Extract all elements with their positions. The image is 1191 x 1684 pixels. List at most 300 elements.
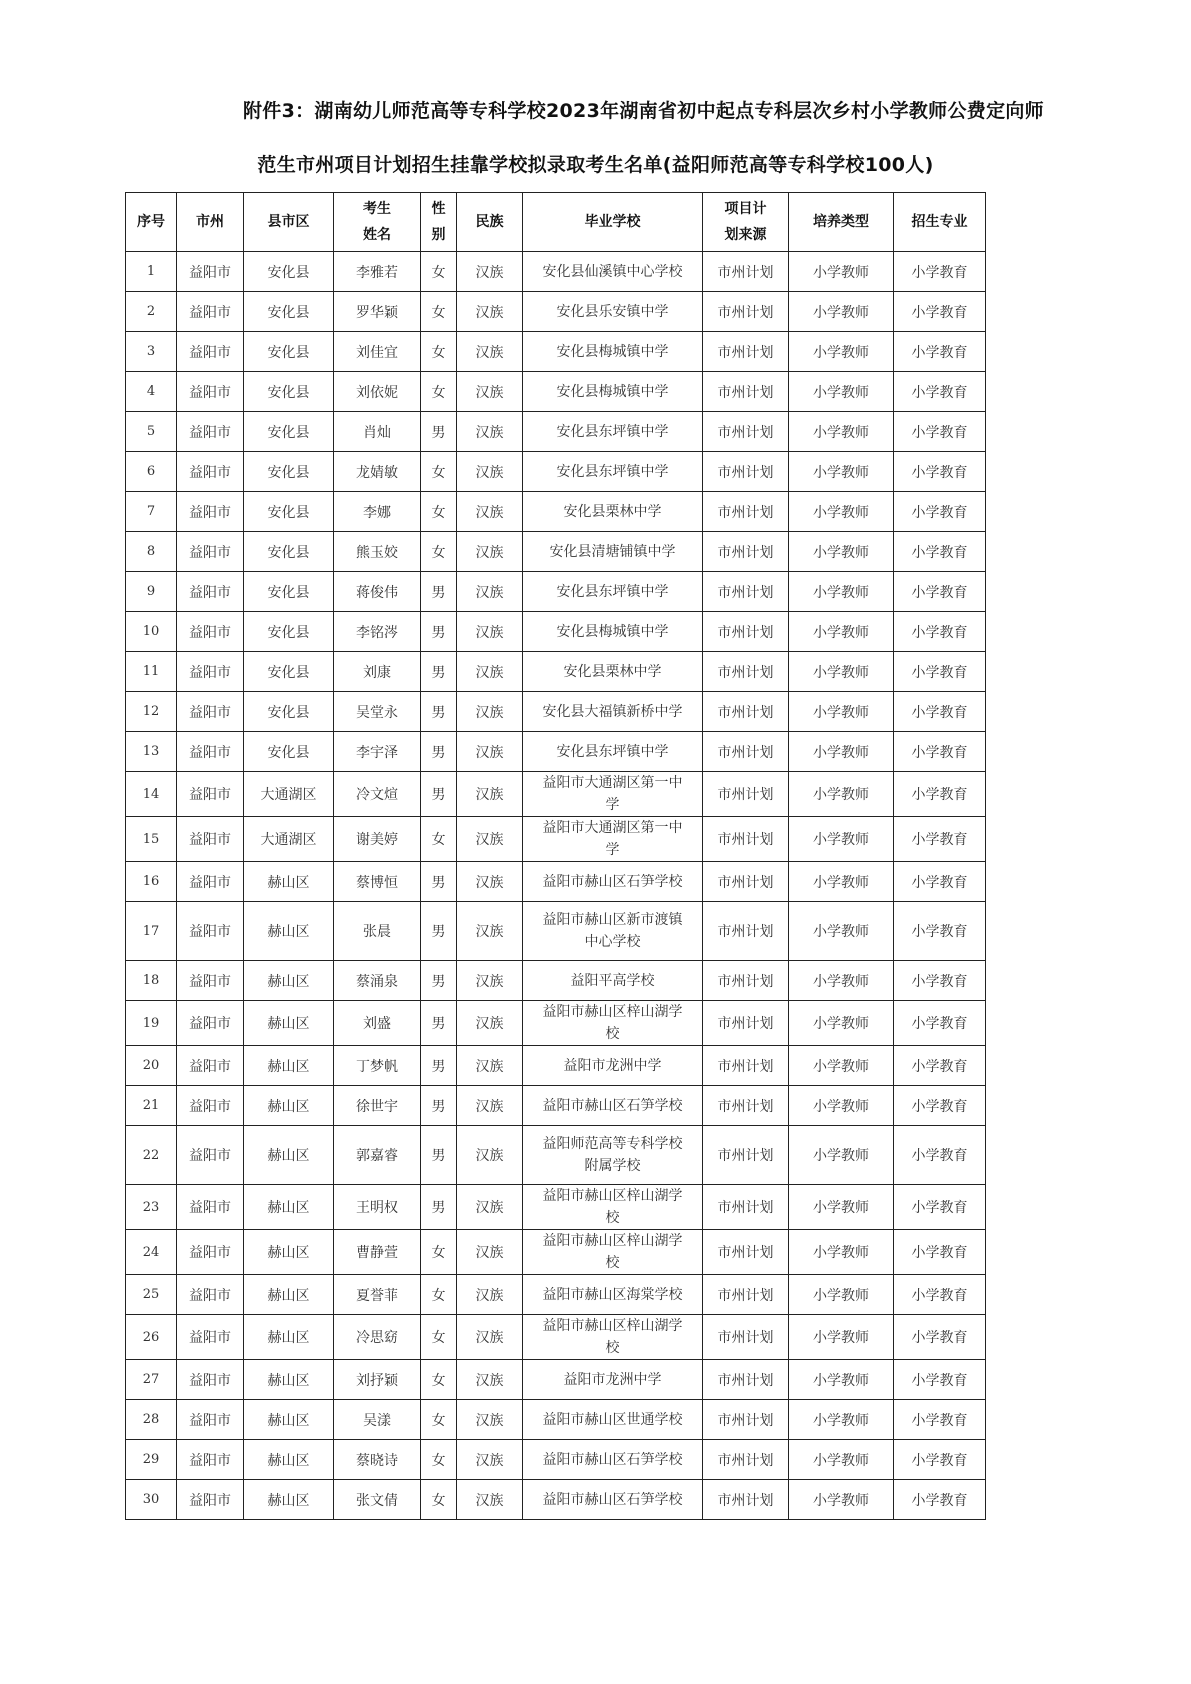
cell-school: 益阳市赫山区石笋学校	[523, 1440, 703, 1480]
table-row	[126, 862, 986, 902]
cell-city: 益阳市	[177, 817, 244, 862]
cell-major: 小学教育	[894, 1126, 986, 1185]
cell-training-type: 小学教师	[789, 961, 894, 1001]
cell-ethnicity: 汉族	[457, 1440, 523, 1480]
cell-city: 益阳市	[177, 772, 244, 817]
cell-gender: 男	[421, 652, 457, 692]
cell-ethnicity: 汉族	[457, 1086, 523, 1126]
cell-ethnicity: 汉族	[457, 817, 523, 862]
cell-plan-source: 市州计划	[703, 652, 789, 692]
cell-ethnicity: 汉族	[457, 292, 523, 332]
cell-city: 益阳市	[177, 252, 244, 292]
cell-plan-source: 市州计划	[703, 732, 789, 772]
cell-county: 赫山区	[244, 1046, 334, 1086]
cell-name: 曹静萱	[334, 1230, 421, 1275]
cell-school: 益阳市赫山区新市渡镇中心学校	[523, 902, 703, 961]
cell-training-type: 小学教师	[789, 692, 894, 732]
cell-name: 刘佳宜	[334, 332, 421, 372]
cell-city: 益阳市	[177, 1185, 244, 1230]
cell-city: 益阳市	[177, 652, 244, 692]
cell-school: 安化县梅城镇中学	[523, 372, 703, 412]
cell-plan-source: 市州计划	[703, 1001, 789, 1046]
cell-plan-source: 市州计划	[703, 332, 789, 372]
cell-seq: 4	[126, 372, 177, 412]
cell-plan-source: 市州计划	[703, 1046, 789, 1086]
header-ethnicity: 民族	[457, 193, 523, 252]
cell-county: 安化县	[244, 612, 334, 652]
cell-city: 益阳市	[177, 1440, 244, 1480]
cell-training-type: 小学教师	[789, 1046, 894, 1086]
cell-school: 安化县梅城镇中学	[523, 332, 703, 372]
cell-school: 益阳市赫山区梓山湖学校	[523, 1230, 703, 1275]
cell-city: 益阳市	[177, 1275, 244, 1315]
cell-city: 益阳市	[177, 1046, 244, 1086]
cell-gender: 女	[421, 532, 457, 572]
cell-training-type: 小学教师	[789, 1230, 894, 1275]
cell-name: 冷文煊	[334, 772, 421, 817]
cell-name: 夏誉菲	[334, 1275, 421, 1315]
cell-gender: 女	[421, 817, 457, 862]
cell-school: 益阳市大通湖区第一中学	[523, 772, 703, 817]
cell-gender: 女	[421, 252, 457, 292]
document-title-line-1: 附件3：湖南幼儿师范高等专科学校2023年湖南省初中起点专科层次乡村小学教师公费定向师	[242, 100, 1044, 122]
cell-ethnicity: 汉族	[457, 1230, 523, 1275]
cell-county: 安化县	[244, 732, 334, 772]
cell-training-type: 小学教师	[789, 252, 894, 292]
cell-major: 小学教育	[894, 412, 986, 452]
table-row	[126, 532, 986, 572]
cell-plan-source: 市州计划	[703, 1315, 789, 1360]
cell-ethnicity: 汉族	[457, 1360, 523, 1400]
cell-plan-source: 市州计划	[703, 1440, 789, 1480]
cell-major: 小学教育	[894, 1230, 986, 1275]
cell-gender: 男	[421, 572, 457, 612]
cell-training-type: 小学教师	[789, 612, 894, 652]
cell-plan-source: 市州计划	[703, 292, 789, 332]
cell-county: 赫山区	[244, 1086, 334, 1126]
cell-training-type: 小学教师	[789, 817, 894, 862]
cell-seq: 14	[126, 772, 177, 817]
table-row	[126, 902, 986, 961]
cell-county: 安化县	[244, 332, 334, 372]
cell-ethnicity: 汉族	[457, 1126, 523, 1185]
cell-school: 益阳市赫山区梓山湖学校	[523, 1001, 703, 1046]
cell-city: 益阳市	[177, 1480, 244, 1520]
cell-name: 罗华颖	[334, 292, 421, 332]
table-row	[126, 961, 986, 1001]
table-row	[126, 1440, 986, 1480]
cell-gender: 女	[421, 1230, 457, 1275]
cell-seq: 12	[126, 692, 177, 732]
cell-major: 小学教育	[894, 1315, 986, 1360]
cell-plan-source: 市州计划	[703, 1086, 789, 1126]
cell-ethnicity: 汉族	[457, 1001, 523, 1046]
cell-ethnicity: 汉族	[457, 492, 523, 532]
cell-county: 大通湖区	[244, 772, 334, 817]
header-plan-source: 项目计 划来源	[703, 193, 789, 252]
cell-ethnicity: 汉族	[457, 772, 523, 817]
cell-ethnicity: 汉族	[457, 412, 523, 452]
table-row	[126, 332, 986, 372]
cell-plan-source: 市州计划	[703, 817, 789, 862]
cell-seq: 30	[126, 1480, 177, 1520]
cell-seq: 20	[126, 1046, 177, 1086]
cell-training-type: 小学教师	[789, 292, 894, 332]
cell-major: 小学教育	[894, 1086, 986, 1126]
cell-county: 安化县	[244, 252, 334, 292]
cell-school: 益阳市龙洲中学	[523, 1046, 703, 1086]
cell-gender: 男	[421, 412, 457, 452]
cell-training-type: 小学教师	[789, 732, 894, 772]
cell-training-type: 小学教师	[789, 1185, 894, 1230]
cell-name: 李雅若	[334, 252, 421, 292]
table-row	[126, 1360, 986, 1400]
cell-seq: 21	[126, 1086, 177, 1126]
cell-ethnicity: 汉族	[457, 692, 523, 732]
cell-gender: 男	[421, 961, 457, 1001]
table-row	[126, 1126, 986, 1185]
header-name: 考生 姓名	[334, 193, 421, 252]
table-row	[126, 817, 986, 862]
cell-gender: 男	[421, 1185, 457, 1230]
table-row	[126, 652, 986, 692]
cell-seq: 3	[126, 332, 177, 372]
cell-plan-source: 市州计划	[703, 572, 789, 612]
cell-major: 小学教育	[894, 1440, 986, 1480]
cell-city: 益阳市	[177, 412, 244, 452]
cell-gender: 男	[421, 732, 457, 772]
cell-name: 张晨	[334, 902, 421, 961]
cell-ethnicity: 汉族	[457, 902, 523, 961]
cell-name: 肖灿	[334, 412, 421, 452]
cell-plan-source: 市州计划	[703, 1480, 789, 1520]
cell-ethnicity: 汉族	[457, 862, 523, 902]
cell-county: 安化县	[244, 692, 334, 732]
header-school: 毕业学校	[523, 193, 703, 252]
cell-county: 赫山区	[244, 1001, 334, 1046]
cell-major: 小学教育	[894, 1185, 986, 1230]
cell-major: 小学教育	[894, 732, 986, 772]
cell-name: 徐世宇	[334, 1086, 421, 1126]
header-gender: 性 别	[421, 193, 457, 252]
cell-plan-source: 市州计划	[703, 1230, 789, 1275]
cell-county: 赫山区	[244, 1275, 334, 1315]
cell-major: 小学教育	[894, 1360, 986, 1400]
cell-seq: 25	[126, 1275, 177, 1315]
cell-gender: 男	[421, 902, 457, 961]
cell-training-type: 小学教师	[789, 1126, 894, 1185]
cell-plan-source: 市州计划	[703, 372, 789, 412]
cell-city: 益阳市	[177, 961, 244, 1001]
cell-ethnicity: 汉族	[457, 1275, 523, 1315]
cell-school: 安化县栗林中学	[523, 492, 703, 532]
cell-ethnicity: 汉族	[457, 1185, 523, 1230]
cell-training-type: 小学教师	[789, 772, 894, 817]
cell-gender: 女	[421, 492, 457, 532]
cell-county: 赫山区	[244, 862, 334, 902]
cell-school: 益阳市龙洲中学	[523, 1360, 703, 1400]
cell-seq: 10	[126, 612, 177, 652]
cell-training-type: 小学教师	[789, 902, 894, 961]
cell-name: 吴堂永	[334, 692, 421, 732]
cell-county: 安化县	[244, 492, 334, 532]
cell-seq: 28	[126, 1400, 177, 1440]
cell-city: 益阳市	[177, 1001, 244, 1046]
cell-plan-source: 市州计划	[703, 492, 789, 532]
cell-gender: 男	[421, 1086, 457, 1126]
cell-county: 安化县	[244, 372, 334, 412]
header-training-type: 培养类型	[789, 193, 894, 252]
cell-name: 蔡晓诗	[334, 1440, 421, 1480]
table-row	[126, 1275, 986, 1315]
cell-county: 赫山区	[244, 1230, 334, 1275]
cell-school: 益阳市大通湖区第一中学	[523, 817, 703, 862]
cell-school: 安化县仙溪镇中心学校	[523, 252, 703, 292]
table-row	[126, 1480, 986, 1520]
cell-training-type: 小学教师	[789, 1480, 894, 1520]
cell-ethnicity: 汉族	[457, 252, 523, 292]
cell-school: 益阳师范高等专科学校附属学校	[523, 1126, 703, 1185]
table-row	[126, 252, 986, 292]
cell-school: 益阳市赫山区梓山湖学校	[523, 1315, 703, 1360]
cell-ethnicity: 汉族	[457, 1046, 523, 1086]
cell-ethnicity: 汉族	[457, 1480, 523, 1520]
header-major: 招生专业	[894, 193, 986, 252]
cell-school: 安化县大福镇新桥中学	[523, 692, 703, 732]
cell-ethnicity: 汉族	[457, 961, 523, 1001]
cell-county: 安化县	[244, 452, 334, 492]
cell-county: 安化县	[244, 412, 334, 452]
cell-seq: 9	[126, 572, 177, 612]
cell-name: 蒋俊伟	[334, 572, 421, 612]
cell-major: 小学教育	[894, 492, 986, 532]
cell-plan-source: 市州计划	[703, 412, 789, 452]
cell-school: 益阳市赫山区石笋学校	[523, 1086, 703, 1126]
cell-city: 益阳市	[177, 732, 244, 772]
cell-school: 益阳市赫山区石笋学校	[523, 862, 703, 902]
cell-county: 赫山区	[244, 1185, 334, 1230]
cell-ethnicity: 汉族	[457, 532, 523, 572]
cell-seq: 26	[126, 1315, 177, 1360]
cell-name: 刘盛	[334, 1001, 421, 1046]
cell-name: 熊玉姣	[334, 532, 421, 572]
table-row	[126, 292, 986, 332]
cell-city: 益阳市	[177, 372, 244, 412]
cell-school: 安化县东坪镇中学	[523, 412, 703, 452]
cell-gender: 女	[421, 1360, 457, 1400]
cell-plan-source: 市州计划	[703, 772, 789, 817]
cell-name: 丁梦帆	[334, 1046, 421, 1086]
cell-seq: 6	[126, 452, 177, 492]
cell-name: 刘康	[334, 652, 421, 692]
cell-major: 小学教育	[894, 1046, 986, 1086]
cell-training-type: 小学教师	[789, 452, 894, 492]
cell-seq: 22	[126, 1126, 177, 1185]
cell-major: 小学教育	[894, 692, 986, 732]
cell-name: 李宇泽	[334, 732, 421, 772]
cell-seq: 18	[126, 961, 177, 1001]
cell-plan-source: 市州计划	[703, 961, 789, 1001]
cell-gender: 男	[421, 1001, 457, 1046]
cell-major: 小学教育	[894, 1275, 986, 1315]
cell-plan-source: 市州计划	[703, 1185, 789, 1230]
cell-name: 李铭涔	[334, 612, 421, 652]
cell-ethnicity: 汉族	[457, 652, 523, 692]
cell-major: 小学教育	[894, 612, 986, 652]
cell-major: 小学教育	[894, 332, 986, 372]
cell-city: 益阳市	[177, 572, 244, 612]
cell-seq: 11	[126, 652, 177, 692]
cell-plan-source: 市州计划	[703, 532, 789, 572]
cell-gender: 男	[421, 1126, 457, 1185]
cell-major: 小学教育	[894, 772, 986, 817]
cell-gender: 女	[421, 452, 457, 492]
cell-school: 益阳市赫山区梓山湖学校	[523, 1185, 703, 1230]
table-row	[126, 412, 986, 452]
cell-seq: 7	[126, 492, 177, 532]
cell-school: 安化县东坪镇中学	[523, 732, 703, 772]
cell-county: 安化县	[244, 532, 334, 572]
table-row	[126, 732, 986, 772]
header-city: 市州	[177, 193, 244, 252]
table-row	[126, 1230, 986, 1275]
cell-training-type: 小学教师	[789, 1315, 894, 1360]
cell-ethnicity: 汉族	[457, 572, 523, 612]
cell-gender: 女	[421, 1480, 457, 1520]
cell-gender: 女	[421, 332, 457, 372]
cell-school: 益阳市赫山区石笋学校	[523, 1480, 703, 1520]
cell-ethnicity: 汉族	[457, 452, 523, 492]
cell-city: 益阳市	[177, 532, 244, 572]
cell-gender: 男	[421, 692, 457, 732]
cell-school: 安化县梅城镇中学	[523, 612, 703, 652]
cell-major: 小学教育	[894, 1400, 986, 1440]
cell-school: 安化县东坪镇中学	[523, 452, 703, 492]
cell-ethnicity: 汉族	[457, 732, 523, 772]
cell-gender: 女	[421, 372, 457, 412]
cell-training-type: 小学教师	[789, 372, 894, 412]
cell-training-type: 小学教师	[789, 1275, 894, 1315]
cell-school: 安化县栗林中学	[523, 652, 703, 692]
table-row	[126, 572, 986, 612]
cell-seq: 17	[126, 902, 177, 961]
cell-name: 刘抒颖	[334, 1360, 421, 1400]
cell-training-type: 小学教师	[789, 1360, 894, 1400]
cell-training-type: 小学教师	[789, 332, 894, 372]
cell-county: 安化县	[244, 572, 334, 612]
cell-school: 益阳平高学校	[523, 961, 703, 1001]
table-row	[126, 692, 986, 732]
cell-major: 小学教育	[894, 452, 986, 492]
cell-city: 益阳市	[177, 1086, 244, 1126]
cell-gender: 男	[421, 612, 457, 652]
cell-school: 益阳市赫山区海棠学校	[523, 1275, 703, 1315]
cell-major: 小学教育	[894, 652, 986, 692]
cell-name: 蔡涌泉	[334, 961, 421, 1001]
cell-plan-source: 市州计划	[703, 692, 789, 732]
cell-seq: 15	[126, 817, 177, 862]
header-seq: 序号	[126, 193, 177, 252]
table-header-row	[126, 193, 986, 252]
cell-school: 安化县东坪镇中学	[523, 572, 703, 612]
cell-gender: 女	[421, 292, 457, 332]
cell-plan-source: 市州计划	[703, 1360, 789, 1400]
cell-city: 益阳市	[177, 1400, 244, 1440]
cell-county: 赫山区	[244, 1400, 334, 1440]
cell-seq: 16	[126, 862, 177, 902]
cell-seq: 13	[126, 732, 177, 772]
cell-plan-source: 市州计划	[703, 612, 789, 652]
cell-school: 安化县乐安镇中学	[523, 292, 703, 332]
cell-gender: 女	[421, 1275, 457, 1315]
cell-county: 大通湖区	[244, 817, 334, 862]
cell-plan-source: 市州计划	[703, 252, 789, 292]
cell-seq: 2	[126, 292, 177, 332]
cell-name: 李娜	[334, 492, 421, 532]
cell-major: 小学教育	[894, 817, 986, 862]
cell-gender: 女	[421, 1315, 457, 1360]
cell-plan-source: 市州计划	[703, 1400, 789, 1440]
cell-training-type: 小学教师	[789, 492, 894, 532]
cell-county: 赫山区	[244, 1126, 334, 1185]
cell-city: 益阳市	[177, 492, 244, 532]
cell-training-type: 小学教师	[789, 1400, 894, 1440]
cell-city: 益阳市	[177, 332, 244, 372]
cell-seq: 27	[126, 1360, 177, 1400]
cell-county: 赫山区	[244, 1440, 334, 1480]
cell-school: 安化县清塘铺镇中学	[523, 532, 703, 572]
cell-gender: 女	[421, 1400, 457, 1440]
document-title-line-2: 范生市州项目计划招生挂靠学校拟录取考生名单(益阳师范高等专科学校100人)	[257, 154, 934, 176]
cell-county: 赫山区	[244, 1480, 334, 1520]
cell-gender: 男	[421, 862, 457, 902]
table-row	[126, 372, 986, 412]
admission-list-table	[125, 192, 986, 1520]
cell-seq: 8	[126, 532, 177, 572]
cell-plan-source: 市州计划	[703, 1126, 789, 1185]
cell-major: 小学教育	[894, 252, 986, 292]
cell-ethnicity: 汉族	[457, 612, 523, 652]
cell-gender: 男	[421, 1046, 457, 1086]
header-county: 县市区	[244, 193, 334, 252]
cell-name: 蔡博恒	[334, 862, 421, 902]
cell-training-type: 小学教师	[789, 1440, 894, 1480]
table-row	[126, 1315, 986, 1360]
cell-gender: 女	[421, 1440, 457, 1480]
cell-name: 王明权	[334, 1185, 421, 1230]
cell-name: 谢美婷	[334, 817, 421, 862]
table-row	[126, 1400, 986, 1440]
table-row	[126, 1086, 986, 1126]
cell-county: 赫山区	[244, 1360, 334, 1400]
cell-major: 小学教育	[894, 292, 986, 332]
cell-name: 吴漾	[334, 1400, 421, 1440]
cell-county: 安化县	[244, 652, 334, 692]
cell-major: 小学教育	[894, 961, 986, 1001]
cell-seq: 1	[126, 252, 177, 292]
cell-training-type: 小学教师	[789, 862, 894, 902]
cell-city: 益阳市	[177, 1126, 244, 1185]
cell-school: 益阳市赫山区世通学校	[523, 1400, 703, 1440]
cell-training-type: 小学教师	[789, 652, 894, 692]
table-row	[126, 612, 986, 652]
cell-seq: 29	[126, 1440, 177, 1480]
cell-major: 小学教育	[894, 1480, 986, 1520]
cell-name: 刘依妮	[334, 372, 421, 412]
cell-plan-source: 市州计划	[703, 862, 789, 902]
cell-plan-source: 市州计划	[703, 1275, 789, 1315]
cell-seq: 5	[126, 412, 177, 452]
